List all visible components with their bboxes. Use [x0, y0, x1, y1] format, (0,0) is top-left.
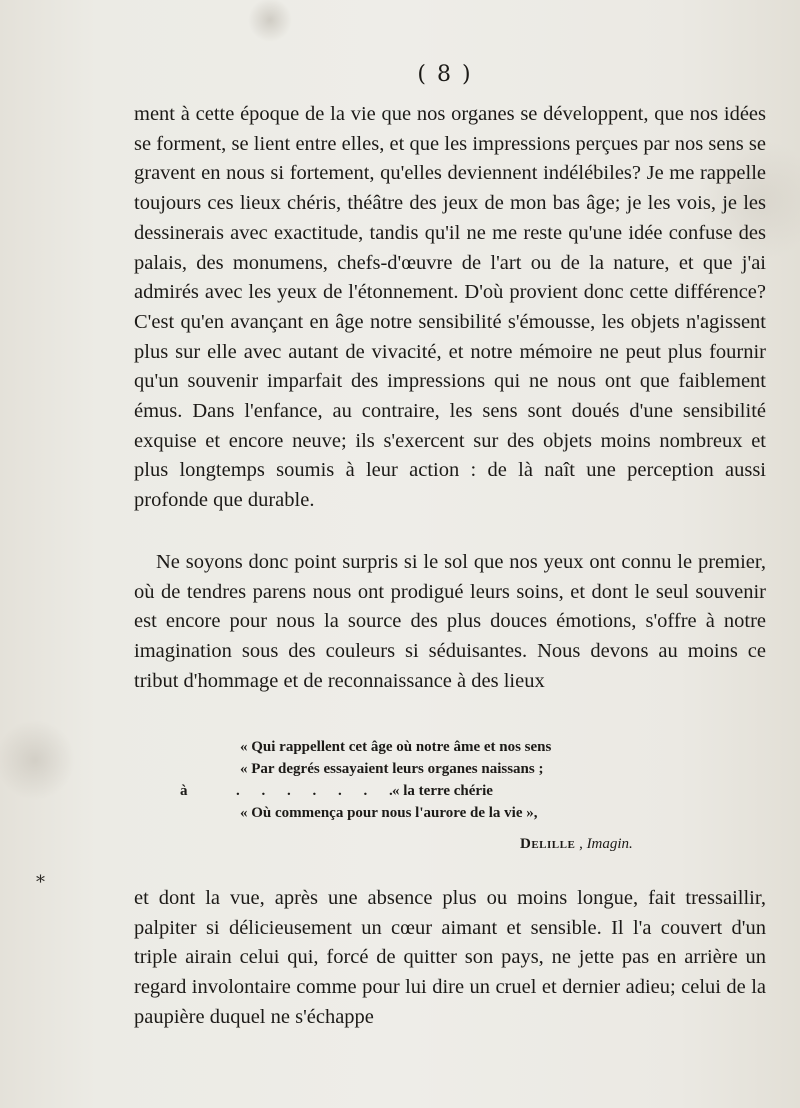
quote-attribution — [520, 836, 633, 853]
paragraph-1 — [134, 100, 766, 516]
verse-quotation — [180, 736, 740, 824]
margin-asterisk: * — [36, 872, 45, 893]
attribution-separator: , — [575, 836, 587, 852]
verse-line-3-prefix: à — [180, 783, 188, 799]
paragraph-1-text: ment à cette époque de la vie que nos organes se développent, que nos idées se forment, se lient entre elles, et que les impressions perçues par nos sens se gravent en nous si fortement, qu'elles deviennent indélébiles? Je me rappelle toujours ces lieux chéris, théâtre des jeux de mon bas âge; je les vois, je les dessinerais avec exactitude, tandis qu'il ne me reste qu'une idée confuse des palais, des monumens, chefs-d'œuvre de l'art ou de la nature, et que j'ai admirés avec les yeux de l'étonnement. D'où provient donc cette différence? C'est qu'en avançant en âge notre sensibilité s'émousse, les objets n'agissent plus sur elle avec autant de vivacité, et notre mémoire ne peut plus fournir qu'un souvenir imparfait des impressions qui ne nous ont que faiblement émus. Dans l'enfance, au contraire, les sens sont doués d'une sensibilité exquise et encore neuve; ils s'exercent sur des objets moins nombreux et plus longtemps soumis à leur action : de là naît une perception aussi profonde que durable. — [134, 103, 766, 512]
verse-line-3-text: « la terre chérie — [392, 783, 493, 799]
paragraph-2 — [134, 548, 766, 697]
attribution-work: Imagin. — [586, 836, 633, 852]
verse-line-1: « Qui rappellent cet âge où notre âme et nos sens — [240, 739, 552, 755]
verse-line-3 — [180, 780, 740, 802]
paragraph-3 — [134, 884, 766, 1033]
attribution-author: Delille — [520, 836, 576, 852]
paragraph-2-text: Ne soyons donc point surpris si le sol que nos yeux ont connu le premier, où de tendres parens nous ont prodigué leurs soins, et dont le seul souvenir est encore pour nous la source des plus douces émotions, s'offre à notre imagination sous des couleurs si séduisantes. Nous devons au moins ce tribut d'hommage et de reconnaissance à des lieux — [134, 551, 766, 692]
verse-line-4: « Où commença pour nous l'aurore de la vie », — [240, 805, 538, 821]
ellipsis-dots: . . . . . . . — [236, 783, 402, 799]
page-number: ( 8 ) — [417, 62, 473, 87]
paragraph-3-text: et dont la vue, après une absence plus ou moins longue, fait tressaillir, palpiter si délicieusement un cœur aimant et sensible. Il l'a couvert d'un triple airain celui qui, forcé de quitter son pays, ne jette pas en arrière un regard involontaire comme pour lui dire un cruel et dernier adieu; celui de la paupière duquel ne s'échappe — [134, 887, 766, 1028]
verse-line-2: « Par degrés essayaient leurs organes naissans ; — [240, 761, 544, 777]
